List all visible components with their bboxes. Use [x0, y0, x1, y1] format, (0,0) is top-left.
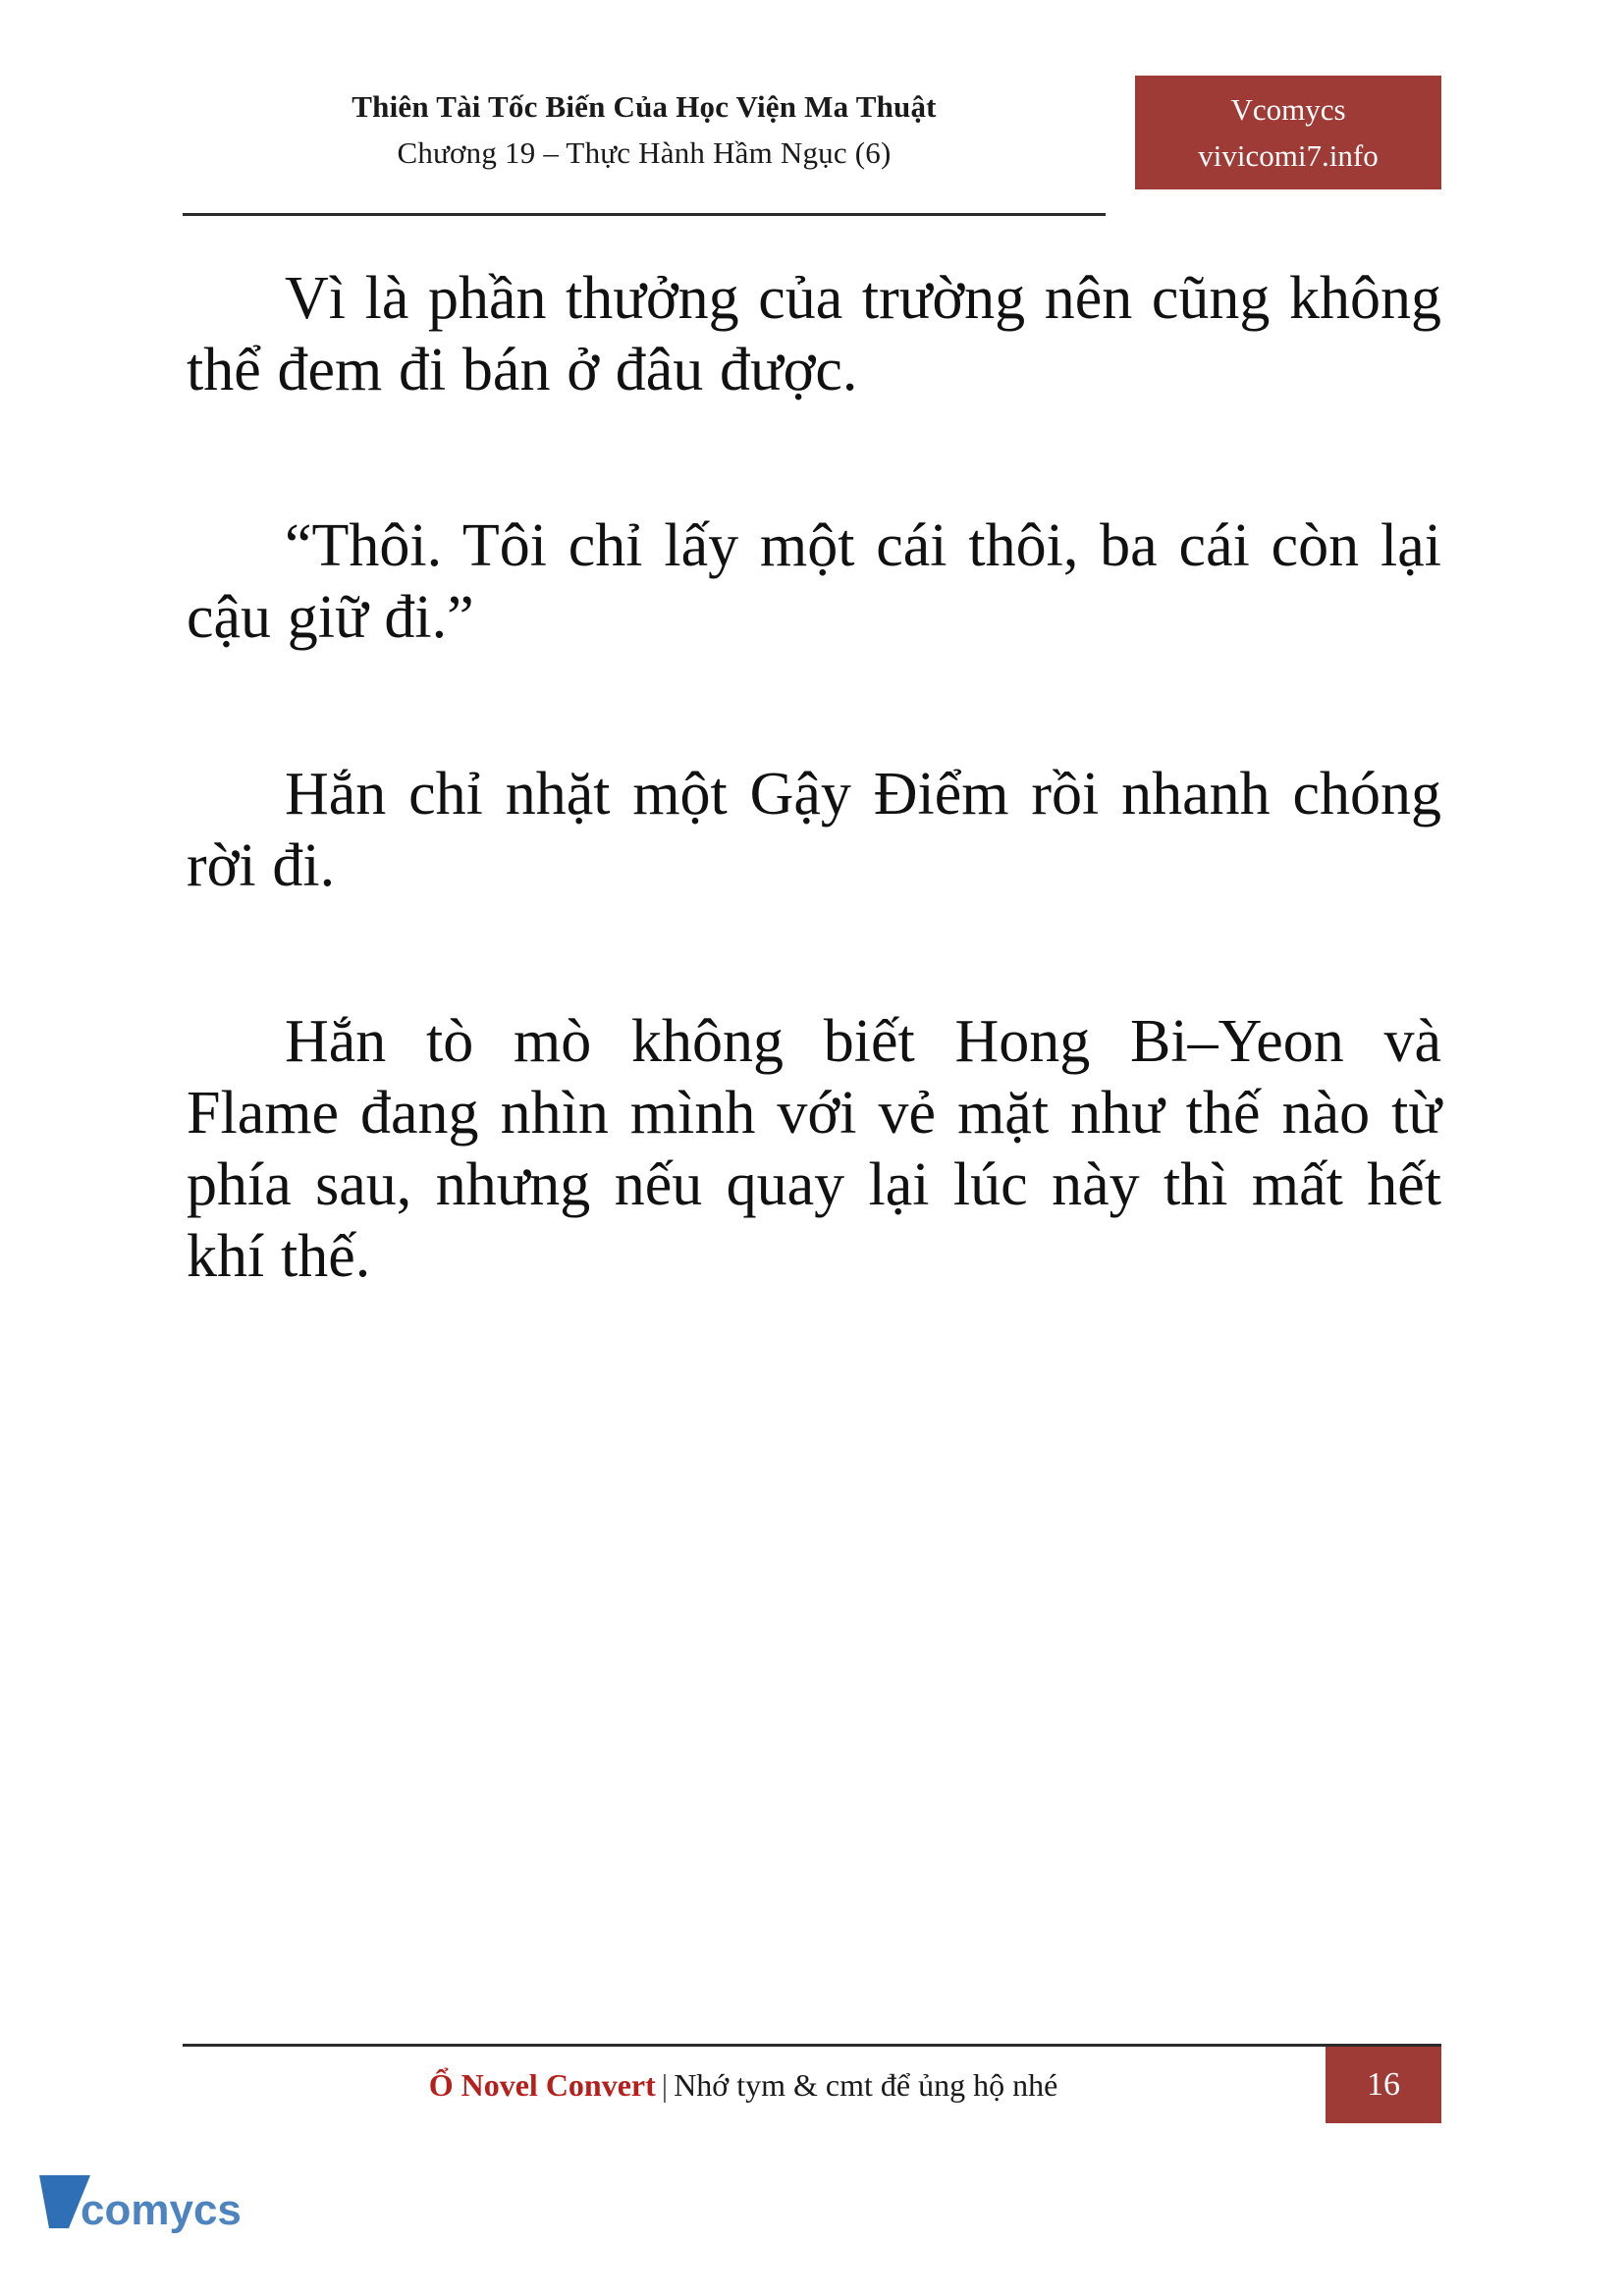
paragraph-text: Vì là phần thưởng của trường nên cũng không thể đem đi bán ở đâu được. [187, 265, 1441, 404]
paragraph [187, 510, 1441, 654]
paragraph-text: Hắn tò mò không biết Hong Bi–Yeon và Flame đang nhìn mình với vẻ mặt như thế nào từ phía sau, nhưng nếu quay lại lúc này thì mất hết khí thế. [187, 1007, 1441, 1291]
paragraph [187, 759, 1441, 902]
footer-content [183, 2047, 1441, 2123]
chapter-title: Chương 19 – Thực Hành Hầm Ngục (6) [397, 135, 892, 171]
footer-brand: Ổ Novel Convert [428, 2066, 656, 2103]
footer-credit [429, 2067, 1196, 2104]
page-content [187, 263, 1441, 1294]
site-badge [1135, 76, 1441, 189]
paragraph-text: “Thôi. Tôi chỉ lấy một cái thôi, ba cái còn lại cậu giữ đi.” [187, 512, 1441, 652]
footer-separator: | [661, 2066, 669, 2103]
watermark-icon [35, 2169, 261, 2260]
paragraph-text: Hắn chỉ nhặt một Gậy Điểm rồi nhanh chóng rời đi. [187, 760, 1441, 899]
header-divider [183, 213, 1106, 216]
site-badge-url: vivicomi7.info [1198, 137, 1379, 173]
page-footer [183, 2044, 1441, 2134]
novel-title: Thiên Tài Tốc Biến Của Học Viện Ma Thuật [352, 89, 937, 124]
svg-text:comycs: comycs [81, 2186, 242, 2234]
footer-note: Nhớ tym & cmt để ủng hộ nhé [674, 2066, 1058, 2103]
page-header [183, 83, 1441, 221]
paragraph [187, 1006, 1441, 1294]
paragraph [187, 263, 1441, 406]
page-number-badge [1326, 2047, 1441, 2123]
vcomycs-watermark-logo [35, 2169, 261, 2260]
header-title-block [183, 83, 1106, 176]
site-badge-name: Vcomycs [1230, 92, 1346, 127]
page-number: 16 [1367, 2066, 1400, 2103]
